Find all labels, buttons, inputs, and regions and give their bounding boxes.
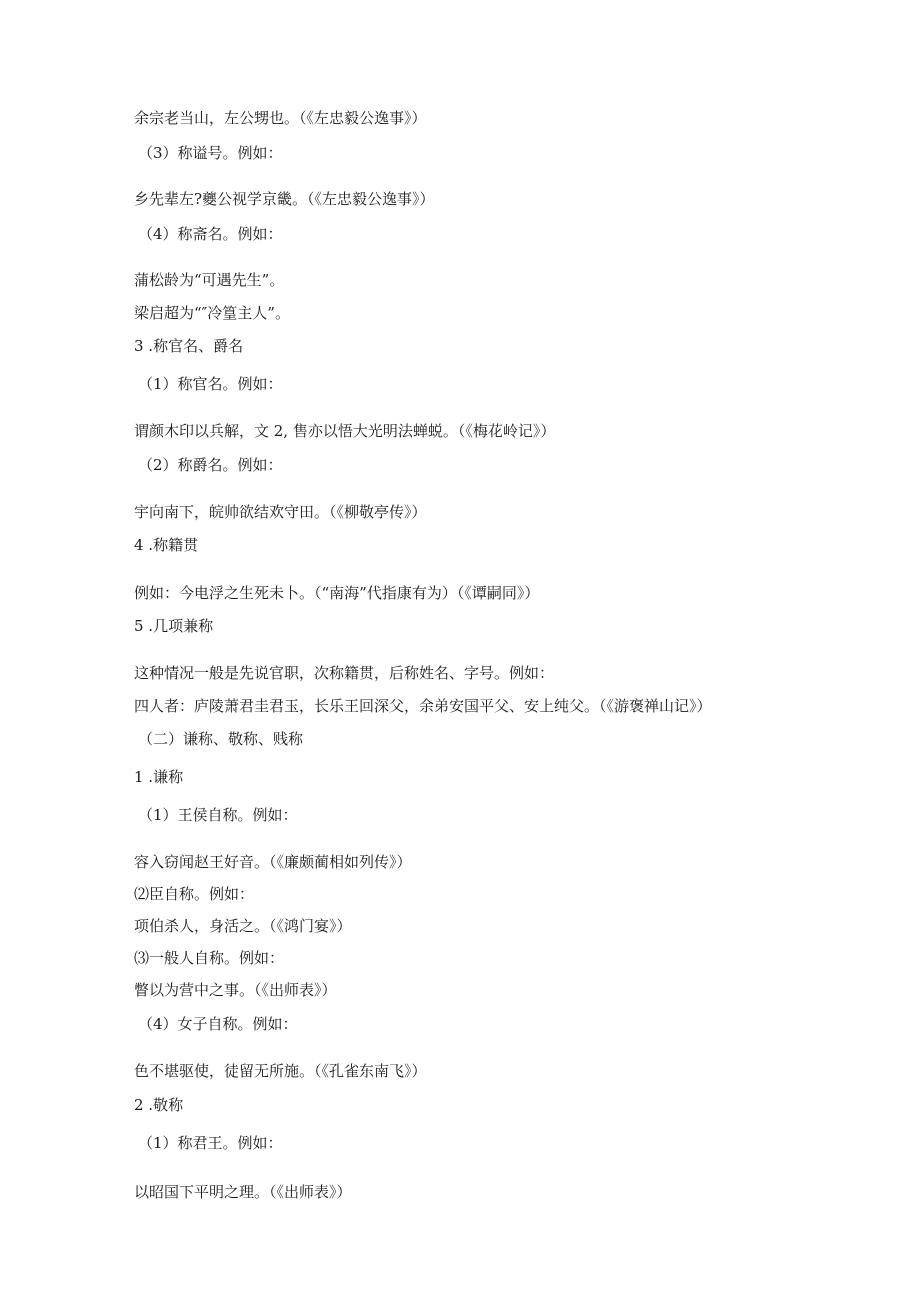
text-line: 项伯杀人，身活之。（《鸿门宴》） bbox=[134, 917, 352, 935]
subheading-line: ⑵臣自称。例如： bbox=[134, 885, 255, 903]
text-line: 例如：今电浮之生死未卜。（“南海”代指康有为）（《谭嗣同》） bbox=[134, 584, 540, 602]
section-heading: （二）谦称、敬称、贱称 bbox=[138, 730, 304, 748]
section-heading: 5 .几项兼称 bbox=[134, 617, 214, 635]
subheading-line: （1）称君王。例如： bbox=[138, 1134, 283, 1152]
subheading-line: （1）王侯自称。例如： bbox=[138, 806, 298, 824]
text-line: 色不堪驱使，徒留无所施。（《孔雀东南飞》） bbox=[134, 1062, 427, 1080]
subheading-line: （4）称斋名。例如： bbox=[138, 225, 283, 243]
text-line: 瞥以为营中之事。（《出师表》） bbox=[134, 981, 337, 999]
subheading-line: （4）女子自称。例如： bbox=[138, 1015, 298, 1033]
text-line: 宇向南下，皖帅欲结欢守田。（《柳敬亭传》） bbox=[134, 503, 427, 521]
section-heading: 2 .敬称 bbox=[134, 1096, 184, 1114]
section-heading: 4 .称籍贯 bbox=[134, 536, 199, 554]
text-line: 乡先辈左?夔公视学京畿。（《左忠毅公逸事》） bbox=[134, 190, 435, 208]
text-line: 容入窃闻赵王好音。（《廉颇蔺相如列传》） bbox=[134, 853, 412, 871]
text-line: 谓颜木印以兵解，文 2, 售亦以悟大光明法蝉蜕。（《梅花岭记》） bbox=[134, 422, 556, 440]
text-line: 梁启超为“″冷篁主人”。 bbox=[134, 304, 290, 322]
subheading-line: （3）称谥号。例如： bbox=[138, 144, 283, 162]
section-heading: 1 .谦称 bbox=[134, 768, 184, 786]
text-line: 这种情况一般是先说官职，次称籍贯，后称姓名、字号。例如： bbox=[134, 664, 555, 682]
text-line: 四人者：庐陵萧君圭君玉，长乐王回深父，余弟安国平父、安上纯父。（《游褒禅山记》） bbox=[134, 697, 712, 715]
text-line: 蒲松龄为“可遇先生”。 bbox=[134, 271, 285, 289]
section-heading: 3 .称官名、爵名 bbox=[134, 337, 244, 355]
subheading-line: ⑶一般人自称。例如： bbox=[134, 949, 285, 967]
subheading-line: （1）称官名。例如： bbox=[138, 375, 283, 393]
text-line: 余宗老当山，左公甥也。（《左忠毅公逸事》） bbox=[134, 109, 427, 127]
text-line: 以昭国下平明之理。（《出师表》） bbox=[134, 1183, 352, 1201]
subheading-line: （2）称爵名。例如： bbox=[138, 456, 283, 474]
